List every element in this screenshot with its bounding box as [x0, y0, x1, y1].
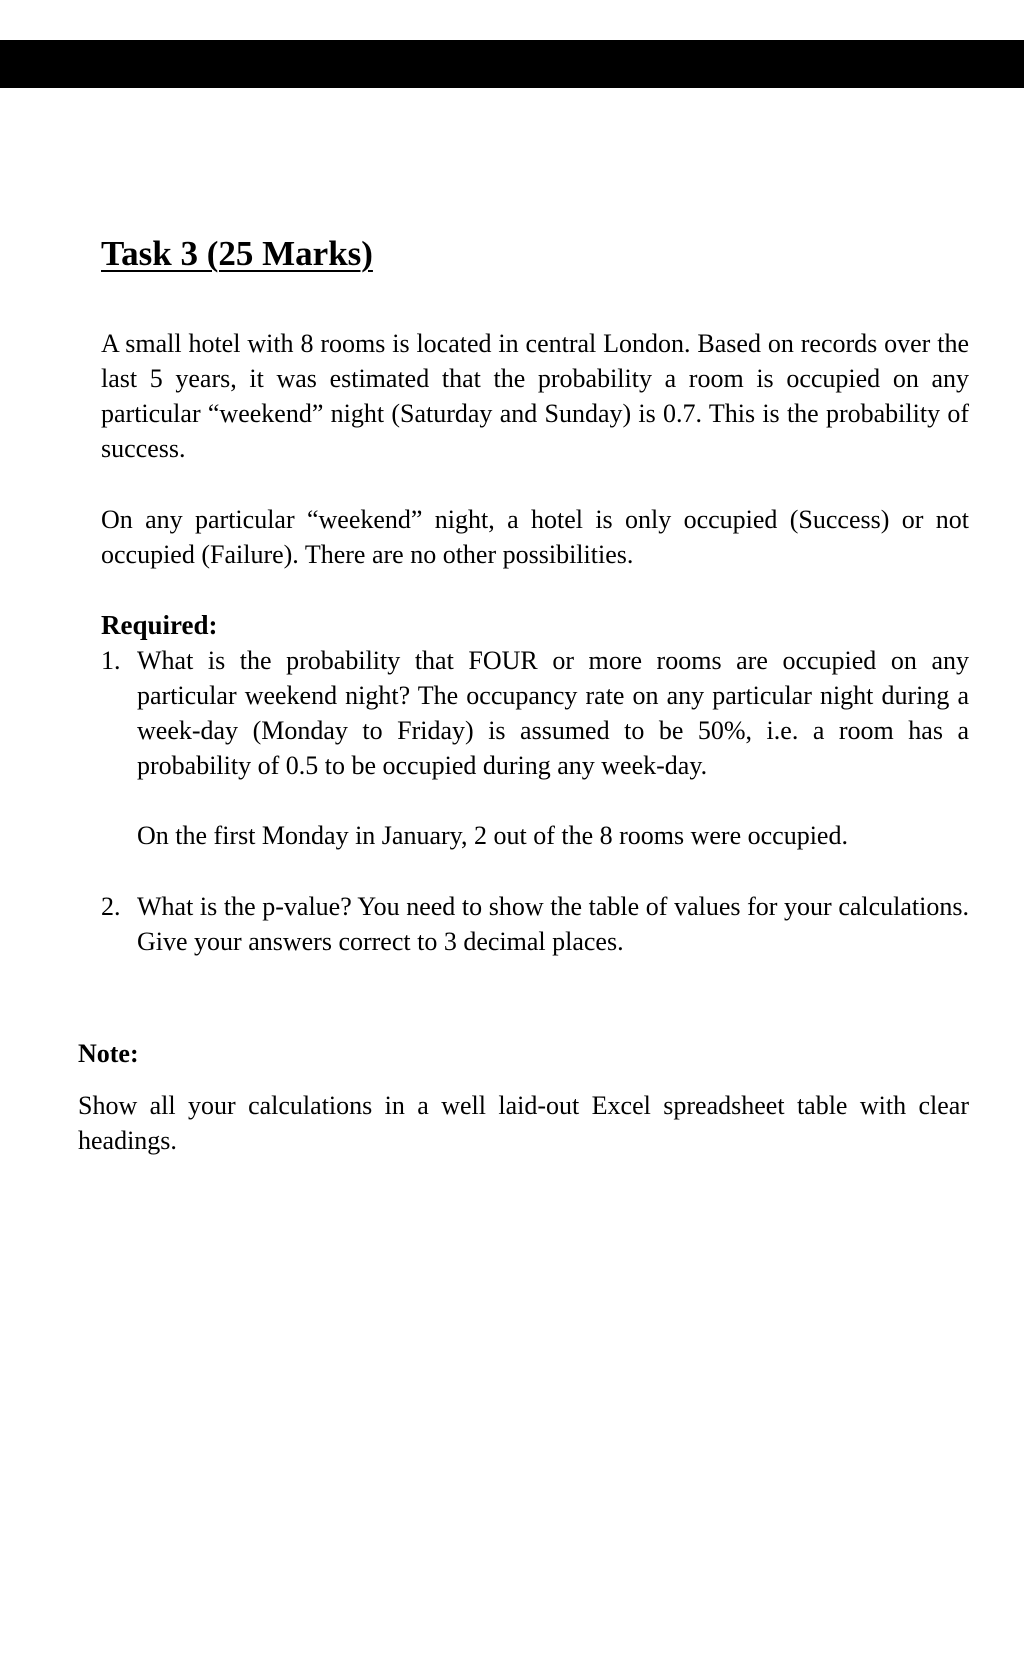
required-heading: Required:	[101, 610, 218, 640]
note-heading: Note:	[78, 1039, 139, 1068]
question-1-number: 1.	[101, 646, 121, 675]
question-1-text: What is the probability that FOUR or more rooms are occupied on any particular weekend night? The occupancy rate on any particular night during a week-day (Monday to Friday) is assumed to be 50%, i.e. a room has a probability of 0.5 to be occupied during any week-day.	[137, 646, 969, 780]
task-title: Task 3 (25 Marks)	[101, 234, 373, 273]
question-2-text: What is the p-value? You need to show the table of values for your calculations. Give your answers correct to 3 decimal places.	[137, 892, 969, 956]
question-2-number: 2.	[101, 892, 121, 921]
intro-paragraph: A small hotel with 8 rooms is located in central London. Based on records over the last 5 years, it was estimated that the probability a room is occupied on any particular “weekend” night (Saturday and Sunday) is 0.7. This is the probability of success.	[101, 329, 969, 463]
note-text: Show all your calculations in a well laid-out Excel spreadsheet table with clear headings.	[78, 1091, 969, 1155]
context-paragraph: On any particular “weekend” night, a hotel is only occupied (Success) or not occupied (Failure). There are no other possibilities.	[101, 505, 969, 569]
question-1-followup: On the first Monday in January, 2 out of the 8 rooms were occupied.	[137, 821, 848, 850]
